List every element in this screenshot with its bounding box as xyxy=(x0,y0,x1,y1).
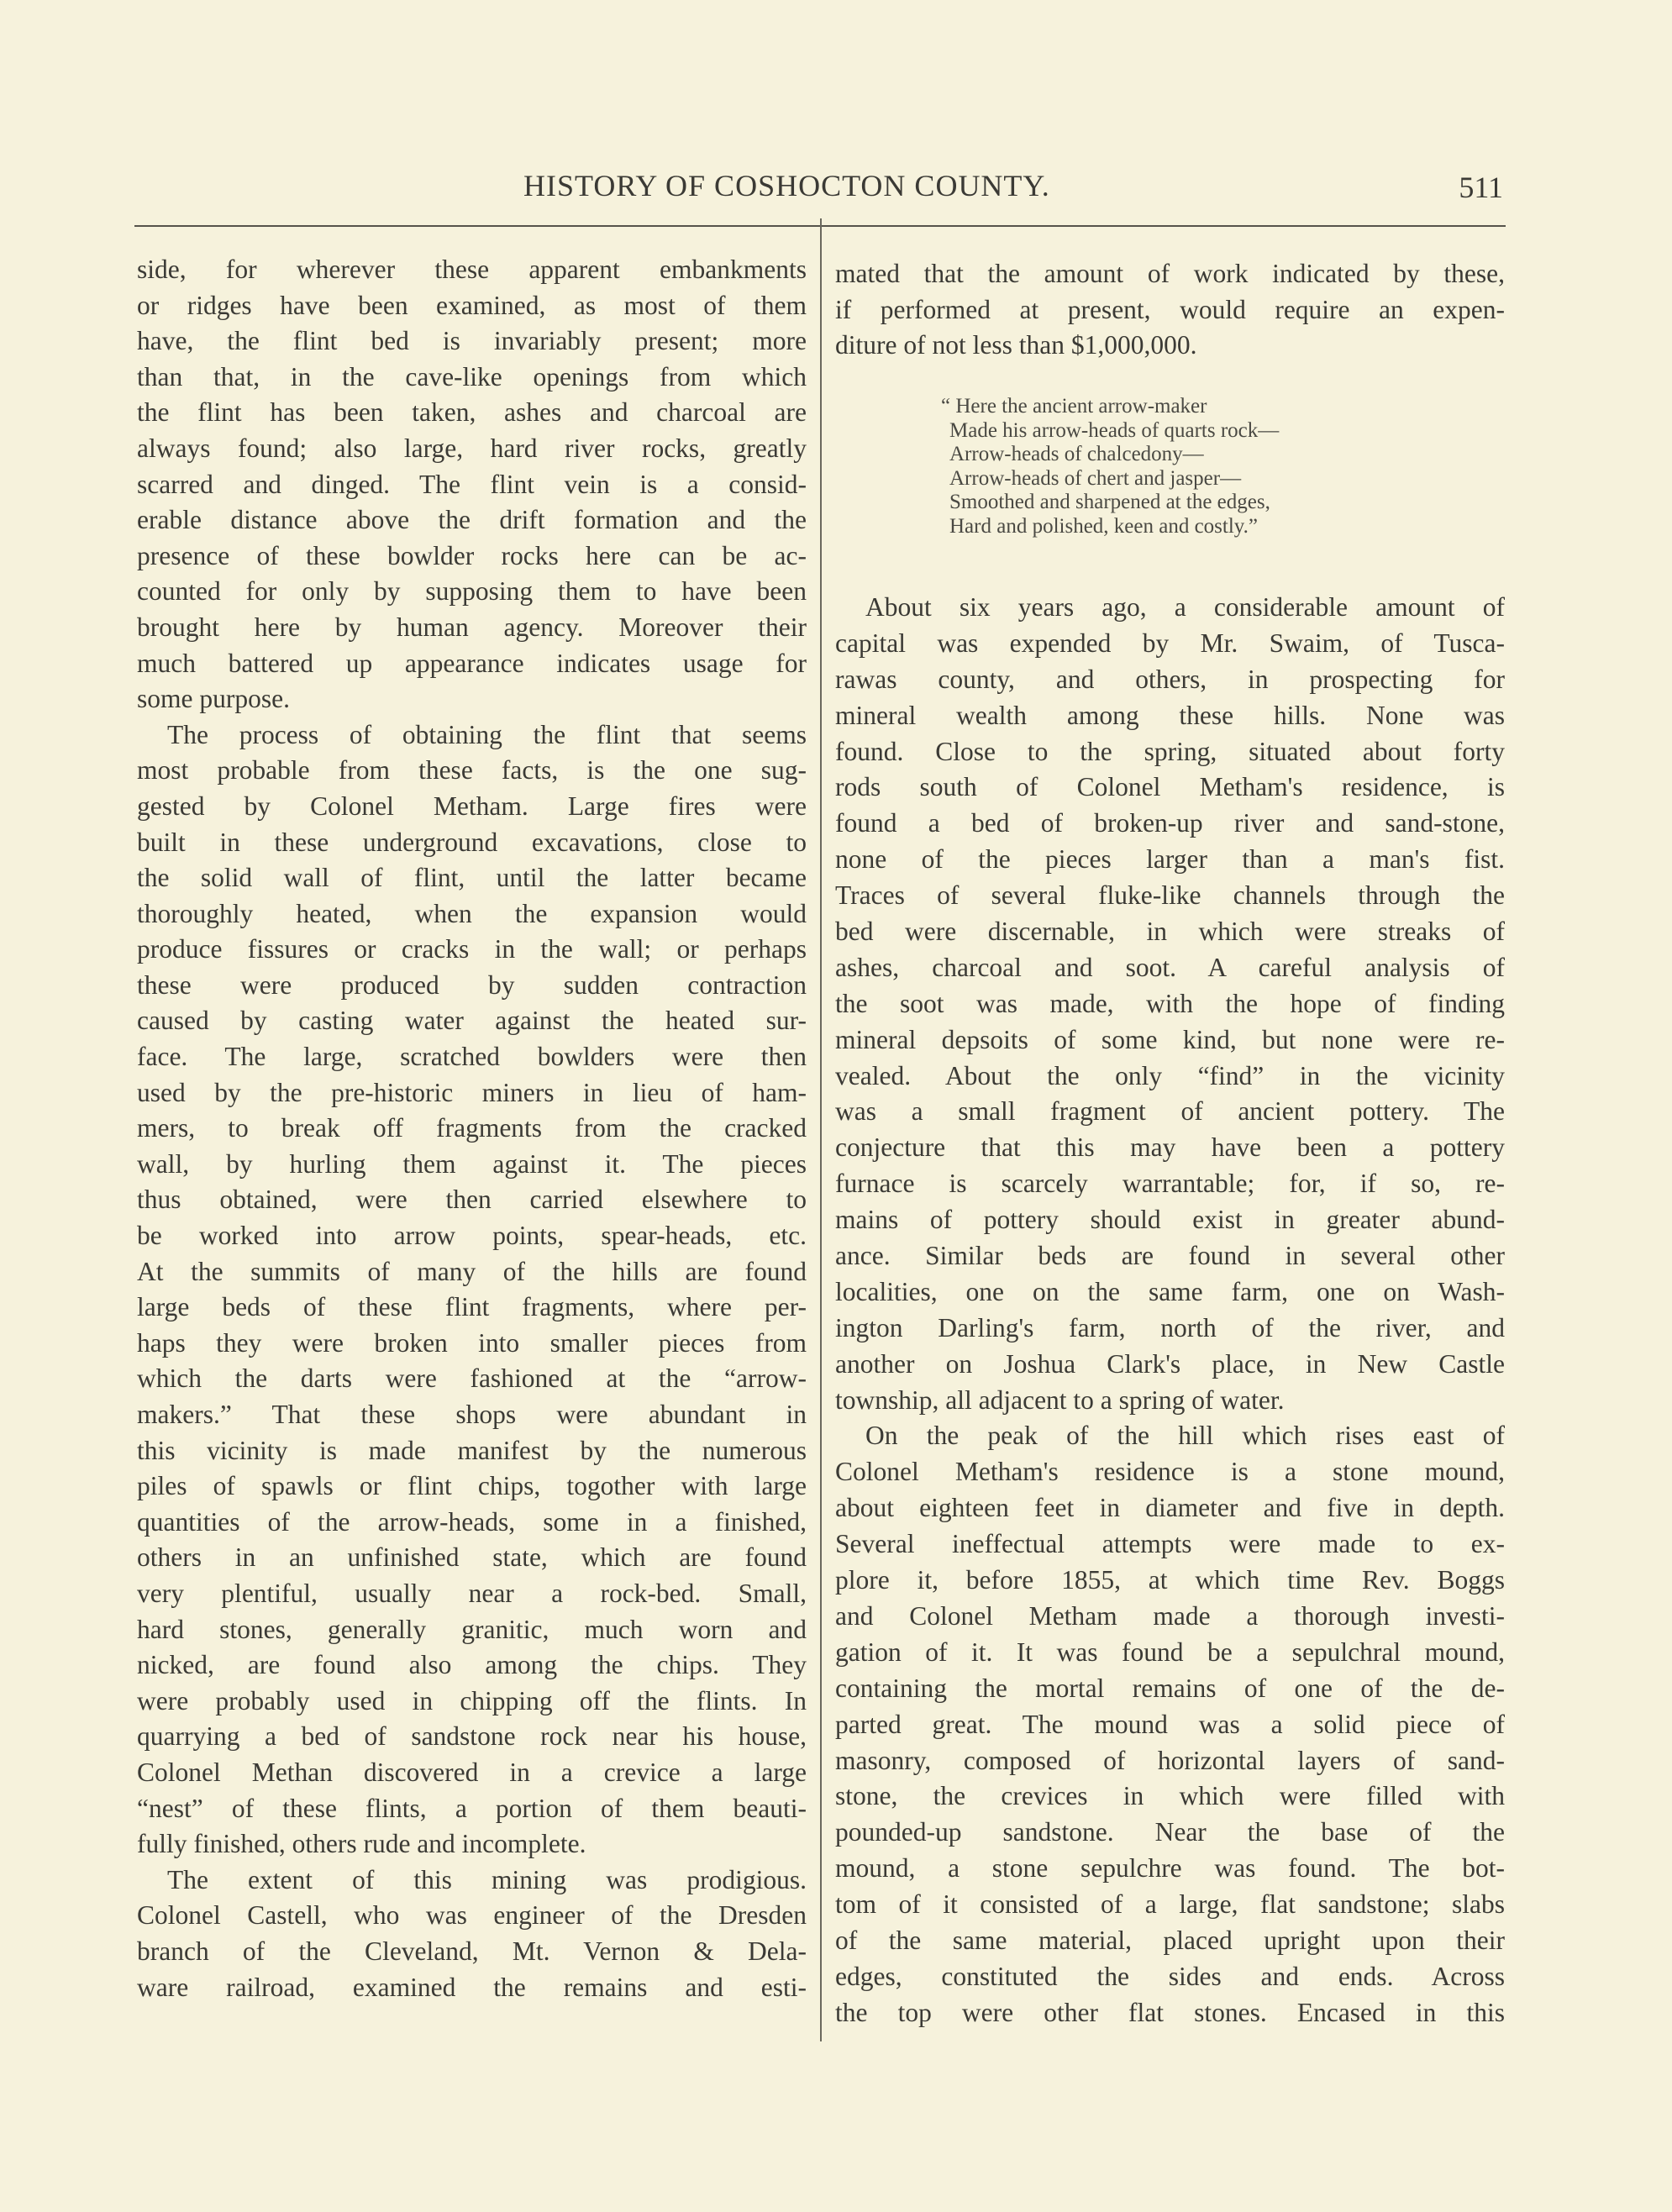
text-line: ington Darling's farm, north of the river, and xyxy=(835,1312,1505,1342)
text-line: presence of these bowlder rocks here can be ac- xyxy=(137,540,807,570)
text-line: Traces of several fluke-like channels through the xyxy=(835,880,1505,911)
paragraph xyxy=(137,252,807,717)
text-line: makers.” That these shops were abundant in xyxy=(137,1400,807,1429)
poem-line: Arrow-heads of chalcedony— xyxy=(949,443,1204,465)
left-column xyxy=(137,252,807,2005)
text-line: bed were discernable, in which were streaks of xyxy=(835,917,1505,947)
poem-line: Arrow-heads of chert and jasper— xyxy=(949,466,1242,490)
text-line: be worked into arrow points, spear-heads, etc. xyxy=(137,1221,807,1251)
text-line: localities, one on the same farm, one on Wash- xyxy=(835,1276,1505,1306)
text-line: ware railroad, examined the remains and esti- xyxy=(137,1972,807,2002)
text-line: haps they were broken into smaller pieces from xyxy=(137,1327,807,1358)
text-line: about eighteen feet in diameter and five in depth. xyxy=(835,1493,1505,1523)
text-line: mers, to break off fragments from the cracked xyxy=(137,1113,807,1143)
text-line: of the same material, placed upright upon their xyxy=(835,1925,1505,1955)
text-line: the top were other flat stones. Encased in this xyxy=(835,1997,1505,2027)
text-line: and Colonel Metham made a thorough investi- xyxy=(835,1600,1505,1631)
text-line: capital was expended by Mr. Swaim, of Tusca- xyxy=(835,628,1505,658)
text-line: rods south of Colonel Metham's residence, is xyxy=(835,772,1505,802)
text-line: always found; also large, hard river rocks, greatly xyxy=(137,433,807,463)
text-line: mound, a stone sepulchre was found. The bot- xyxy=(835,1853,1505,1884)
text-line: these were produced by sudden contraction xyxy=(137,969,807,1000)
text-line: this vicinity is made manifest by the numerous xyxy=(137,1435,807,1465)
text-line: parted great. The mound was a solid piece of xyxy=(835,1709,1505,1739)
poem-line: “ Here the ancient arrow-maker xyxy=(941,395,1207,418)
text-line: caused by casting water against the heated sur- xyxy=(137,1006,807,1036)
text-line: gation of it. It was found be a sepulchral mound, xyxy=(835,1637,1505,1667)
text-line: pounded-up sandstone. Near the base of the xyxy=(835,1817,1505,1847)
text-line: thoroughly heated, when the expansion would xyxy=(137,898,807,928)
text-line: if performed at present, would require an expen- xyxy=(835,294,1505,324)
text-line: masonry, composed of horizontal layers of sand- xyxy=(835,1745,1505,1775)
text-line: containing the mortal remains of one of the de- xyxy=(835,1673,1505,1703)
text-line: brought here by human agency. Moreover their xyxy=(137,612,807,642)
text-line: ance. Similar beds are found in several other xyxy=(835,1241,1505,1271)
right-column-bottom xyxy=(835,590,1505,2031)
paragraph xyxy=(835,256,1505,364)
text-line: branch of the Cleveland, Mt. Vernon & Dela- xyxy=(137,1936,807,1966)
text-line: the solid wall of flint, until the latter became xyxy=(137,863,807,893)
text-line: than that, in the cave-like openings from which xyxy=(137,361,807,391)
paragraph xyxy=(835,1418,1505,2031)
text-line: On the peak of the hill which rises east of xyxy=(865,1421,1505,1451)
text-line: none of the pieces larger than a man's fist. xyxy=(835,844,1505,875)
text-line: most probable from these facts, is the one sug- xyxy=(137,755,807,785)
text-line: mated that the amount of work indicated by these, xyxy=(835,259,1505,288)
text-line: built in these underground excavations, close to xyxy=(137,827,807,857)
poem-line: Made his arrow-heads of quarts rock— xyxy=(949,418,1280,442)
text-line: rawas county, and others, in prospecting for xyxy=(835,664,1505,694)
text-line: some purpose. xyxy=(137,684,290,714)
text-line: quantities of the arrow-heads, some in a finished, xyxy=(137,1506,807,1537)
text-line: The process of obtaining the flint that seems xyxy=(167,719,807,749)
text-line: which the darts were fashioned at the “arrow- xyxy=(137,1363,807,1394)
page-number: 511 xyxy=(1459,171,1503,204)
running-title: HISTORY OF COSHOCTON COUNTY. xyxy=(523,169,1050,202)
column-divider xyxy=(820,218,822,2041)
text-line: Several ineffectual attempts were made to ex- xyxy=(835,1529,1505,1559)
text-line: found. Close to the spring, situated about forty xyxy=(835,736,1505,766)
text-line: much battered up appearance indicates usage for xyxy=(137,648,807,678)
text-line: plore it, before 1855, at which time Rev. Boggs xyxy=(835,1565,1505,1595)
text-line: mineral wealth among these hills. None was xyxy=(835,700,1505,730)
text-line: At the summits of many of the hills are found xyxy=(137,1256,807,1286)
text-line: large beds of these flint fragments, where per- xyxy=(137,1292,807,1322)
paragraph xyxy=(137,717,807,1863)
text-line: Colonel Castell, who was engineer of the Dresden xyxy=(137,1900,807,1931)
text-line: About six years ago, a considerable amount of xyxy=(865,592,1505,622)
text-line: piles of spawls or flint chips, togother with large xyxy=(137,1471,807,1501)
text-line: tom of it consisted of a large, flat sandstone; slabs xyxy=(835,1889,1505,1920)
text-line: thus obtained, were then carried elsewhere to xyxy=(137,1185,807,1215)
text-line: very plentiful, usually near a rock-bed. Small, xyxy=(137,1578,807,1608)
text-line: used by the pre-historic miners in lieu of ham- xyxy=(137,1077,807,1107)
text-line: face. The large, scratched bowlders were then xyxy=(137,1042,807,1072)
text-line: nicked, are found also among the chips. They xyxy=(137,1650,807,1680)
poem-line: Smoothed and sharpened at the edges, xyxy=(949,491,1270,513)
poem-quotation xyxy=(941,395,1280,539)
text-line: township, all adjacent to a spring of water. xyxy=(835,1384,1285,1415)
text-line: edges, constituted the sides and ends. Across xyxy=(835,1961,1505,1991)
text-line: quarrying a bed of sandstone rock near his house, xyxy=(137,1721,807,1752)
paragraph xyxy=(137,1863,807,2005)
text-line: Colonel Methan discovered in a crevice a large xyxy=(137,1757,807,1787)
text-line: gested by Colonel Metham. Large fires were xyxy=(137,791,807,821)
text-line: diture of not less than $1,000,000. xyxy=(835,330,1197,360)
text-line: “nest” of these flints, a portion of them beauti- xyxy=(137,1793,807,1823)
text-line: The extent of this mining was prodigious. xyxy=(167,1864,807,1894)
text-line: hard stones, generally granitic, much worn and xyxy=(137,1614,807,1644)
text-line: the flint has been taken, ashes and charcoal are xyxy=(137,397,807,428)
paragraph xyxy=(835,590,1505,1418)
text-line: fully finished, others rude and incomplete. xyxy=(137,1829,586,1859)
text-line: found a bed of broken-up river and sand-stone, xyxy=(835,808,1505,838)
text-line: Colonel Metham's residence is a stone mound, xyxy=(835,1457,1505,1487)
text-line: wall, by hurling them against it. The pieces xyxy=(137,1148,807,1179)
text-line: stone, the crevices in which were filled with xyxy=(835,1781,1505,1811)
text-line: side, for wherever these apparent embankments xyxy=(137,255,807,284)
text-line: another on Joshua Clark's place, in New Castle xyxy=(835,1348,1505,1379)
right-column-top xyxy=(835,256,1505,364)
text-line: vealed. About the only “find” in the vicinity xyxy=(835,1060,1505,1090)
text-line: scarred and dinged. The flint vein is a consid- xyxy=(137,469,807,499)
text-line: conjecture that this may have been a pottery xyxy=(835,1132,1505,1163)
text-line: mains of pottery should exist in greater abund- xyxy=(835,1205,1505,1235)
text-line: produce fissures or cracks in the wall; or perhaps xyxy=(137,934,807,964)
text-line: was a small fragment of ancient pottery. The xyxy=(835,1096,1505,1127)
text-line: ashes, charcoal and soot. A careful analysis of xyxy=(835,952,1505,982)
text-line: were probably used in chipping off the flints. In xyxy=(137,1685,807,1715)
text-line: have, the flint bed is invariably present; more xyxy=(137,326,807,356)
text-line: counted for only by supposing them to have been xyxy=(137,576,807,607)
text-line: or ridges have been examined, as most of them xyxy=(137,290,807,320)
poem-line: Hard and polished, keen and costly.” xyxy=(949,514,1259,538)
text-line: others in an unfinished state, which are found xyxy=(137,1542,807,1573)
text-line: mineral depsoits of some kind, but none were re- xyxy=(835,1024,1505,1054)
text-line: erable distance above the drift formation and the xyxy=(137,505,807,535)
page-header xyxy=(137,168,1506,210)
text-line: furnace is scarcely warrantable; for, if so, re- xyxy=(835,1169,1505,1199)
text-line: the soot was made, with the hope of finding xyxy=(835,988,1505,1018)
